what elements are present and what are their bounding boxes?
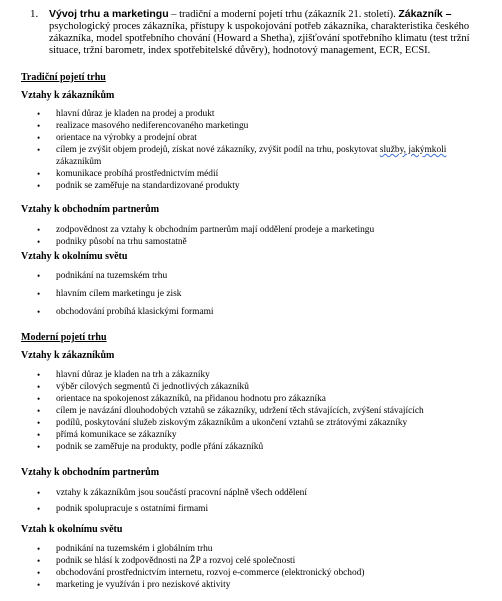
modern-partners-heading: Vztahy k obchodním partnerům bbox=[21, 467, 160, 478]
list-item: • výběr cílových segmentů či jednotlivých zákazníků bbox=[37, 382, 249, 392]
bullet-icon: • bbox=[37, 181, 41, 191]
intro-text-after: psychologický proces zákazníka, přístupy k uspokojování potřeb zákazníka, charakteristika českého zákazníka, model spotřebního chování (Howard a Shetha), zjišťování spotřebního klimatu (test tržní situace, tržní barometr, index spotřebitelské důvěry), hodnotový management, ECR, ECSI. bbox=[49, 21, 470, 56]
list-item: • podnik se zaměřuje na standardizované produkty bbox=[37, 181, 240, 191]
traditional-customers-heading: Vztahy k zákazníkům bbox=[21, 90, 115, 101]
list-item: • podnik spolupracuje s ostatními firmami bbox=[37, 504, 209, 514]
bullet-icon: • bbox=[37, 430, 41, 440]
bullet-icon: • bbox=[37, 568, 41, 578]
bullet-icon: • bbox=[37, 169, 41, 179]
bullet-icon: • bbox=[37, 382, 41, 392]
bullet-icon: • bbox=[37, 271, 41, 281]
list-item: • hlavní důraz je kladen na prodej a produkt bbox=[37, 109, 215, 119]
list-item: • hlavním cílem marketingu je zisk bbox=[37, 289, 182, 299]
list-item: • podílů, poskytování služeb ziskovým zákazníkům a ukončení vztahů se ztrátovými zákazníky bbox=[37, 418, 408, 428]
bullet-icon: • bbox=[37, 394, 41, 404]
list-item: • podnik se hlásí k zodpovědnosti na ŽP a rozvoj celé společnosti bbox=[37, 556, 296, 566]
list-item: • obchodování probíhá klasickými formami bbox=[37, 307, 214, 317]
bullet-icon: • bbox=[37, 307, 41, 317]
list-item: • marketing je využíván i pro neziskové aktivity bbox=[37, 580, 231, 590]
traditional-surroundings-list bbox=[0, 270, 502, 318]
bullet-icon: • bbox=[37, 580, 41, 590]
bullet-icon: • bbox=[37, 121, 41, 131]
bullet-icon: • bbox=[37, 442, 41, 452]
bullet-icon: • bbox=[37, 145, 41, 155]
list-item: • zodpovědnost za vztahy k obchodním partnerům mají oddělení prodeje a marketingu bbox=[37, 225, 375, 235]
list-item: • podnik se zaměřuje na produkty, podle přání zákazníků bbox=[37, 442, 264, 452]
bullet-icon: • bbox=[37, 109, 41, 119]
list-item: • orientace na spokojenost zákazníků, na přidanou hodnotu pro zákazníka bbox=[37, 394, 326, 404]
intro-title: Vývoj trhu a marketingu bbox=[49, 8, 169, 20]
intro-zakaznik-label: Zákazník – bbox=[398, 8, 452, 20]
traditional-partners-heading: Vztahy k obchodním partnerům bbox=[21, 204, 160, 215]
bullet-icon: • bbox=[37, 418, 41, 428]
spellcheck-underlined-text: služby, jakýmkoli bbox=[379, 145, 447, 155]
list-item: • vztahy k zákazníkům jsou součástí pracovní náplně všech oddělení bbox=[37, 488, 307, 498]
bullet-icon: • bbox=[37, 556, 41, 566]
intro-paragraph bbox=[16, 8, 492, 57]
modern-surroundings-heading: Vztah k okolnímu světu bbox=[21, 524, 123, 535]
modern-customers-heading: Vztahy k zákazníkům bbox=[21, 350, 115, 361]
bullet-icon: • bbox=[37, 504, 41, 514]
list-item: • podnikání na tuzemském i globálním trhu bbox=[37, 544, 213, 554]
list-item: • cílem je navázání dlouhodobých vztahů se zákazníky, udržení těch stávajících, zvýšení stávajících bbox=[37, 406, 424, 416]
traditional-partners-list bbox=[0, 224, 502, 248]
modern-surroundings-list bbox=[0, 543, 502, 591]
list-item: • hlavní důraz je kladen na trh a zákazníky bbox=[37, 370, 210, 380]
modern-heading: Moderní pojetí trhu bbox=[21, 332, 107, 343]
bullet-icon: • bbox=[37, 488, 41, 498]
traditional-heading: Tradiční pojetí trhu bbox=[21, 72, 106, 83]
list-item: • cílem je zvýšit objem prodejů, získat nové zákazníky, zvýšit podíl na trhu, poskytovat služby, jakýmkoli bbox=[37, 145, 447, 155]
intro-number: 1. bbox=[30, 8, 39, 20]
bullet-icon: • bbox=[37, 225, 41, 235]
list-item: • podniky působí na trhu samostatně bbox=[37, 237, 187, 247]
list-item: • podnikání na tuzemském trhu bbox=[37, 271, 168, 281]
list-item-continuation: zákazníkům bbox=[56, 157, 102, 167]
list-item: • obchodování prostřednictvím internetu, rozvoj e-commerce (elektronický obchod) bbox=[37, 568, 365, 578]
intro-text-before: – tradiční a moderní pojetí trhu (zákazník 21. století). bbox=[168, 9, 399, 20]
bullet-icon: • bbox=[37, 133, 41, 143]
traditional-customers-list bbox=[0, 108, 502, 192]
bullet-icon: • bbox=[37, 289, 41, 299]
list-item: • orientace na výrobky a prodejní obrat bbox=[37, 133, 197, 143]
intro-text bbox=[49, 8, 492, 57]
modern-partners-list bbox=[0, 487, 502, 515]
modern-customers-list bbox=[0, 369, 502, 453]
list-item: • realizace masového nediferencovaného marketingu bbox=[37, 121, 249, 131]
list-item: • přímá komunikace se zákazníky bbox=[37, 430, 177, 440]
bullet-icon: • bbox=[37, 406, 41, 416]
bullet-icon: • bbox=[37, 370, 41, 380]
bullet-icon: • bbox=[37, 237, 41, 247]
list-item: • komunikace probíhá prostřednictvím médií bbox=[37, 169, 219, 179]
traditional-surroundings-heading: Vztahy k okolnímu světu bbox=[21, 251, 128, 262]
bullet-icon: • bbox=[37, 544, 41, 554]
